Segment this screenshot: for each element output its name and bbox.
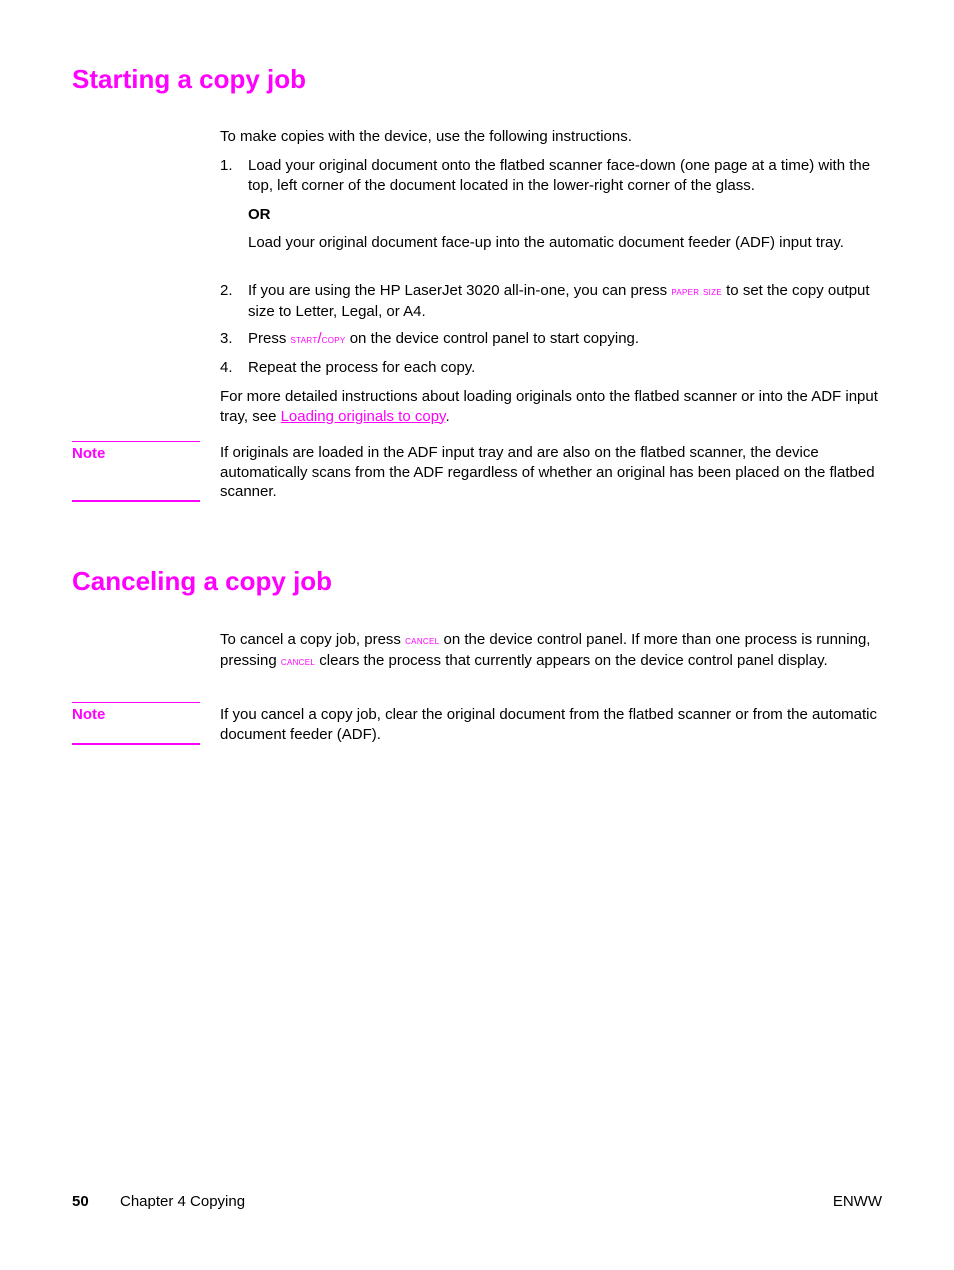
note-text-2: If you cancel a copy job, clear the original document from the flatbed scanner or from the automatic document feeder (ADF). <box>220 706 878 743</box>
cancel-key: cancel <box>280 653 316 668</box>
cancel-key: cancel <box>405 633 440 647</box>
intro-text: To make copies with the device, use the following instructions. <box>220 128 632 145</box>
section-title-canceling: Canceling a copy job <box>72 566 333 596</box>
step-text: Repeat the process for each copy. <box>248 359 476 376</box>
step-3 <box>220 329 884 350</box>
or-label: OR <box>248 206 271 223</box>
cancel-text-after: clears the process that currently appears on the device control panel display. <box>315 651 828 669</box>
page-number: 50 <box>72 1193 89 1210</box>
cancel-text-mid: on the device control panel. If more than one process is running, pressing <box>220 631 871 669</box>
footer-right: ENWW <box>832 1193 882 1210</box>
step-number: 1. <box>220 157 233 174</box>
copy-key: copy <box>321 332 346 346</box>
note-text-1: If originals are loaded in the ADF input tray and are also on the flatbed scanner, the device automatically scans from the ADF regardless of whether an original has been placed on the flatbed scanner. <box>220 444 875 500</box>
cancel-text-before: To cancel a copy job, press <box>220 631 406 648</box>
note-divider-2 <box>72 743 200 745</box>
note-divider-1 <box>72 500 200 502</box>
step-1 <box>220 156 884 195</box>
step-number: 2. <box>220 282 233 299</box>
note-label-1 <box>72 441 200 462</box>
note-label-2 <box>72 702 200 723</box>
step-4 <box>220 358 884 378</box>
note-label-text: Note <box>72 445 106 462</box>
section-title-starting: Starting a copy job <box>72 64 307 94</box>
step-number: 4. <box>220 359 233 376</box>
more-info-after: . <box>445 407 450 425</box>
step-text-after: on the device control panel to start copying. <box>345 330 640 347</box>
step-2 <box>220 281 884 321</box>
key-separator: / <box>317 330 322 347</box>
paper-size-key: paper size <box>671 284 722 298</box>
cancel-paragraph <box>220 630 884 671</box>
start-key: start <box>290 332 318 346</box>
step-text-before: Press <box>248 330 291 347</box>
step-text: Load your original document onto the flatbed scanner face-down (one page at a time) with the top, left corner of the document located in the lower-right corner of the glass. <box>248 157 871 194</box>
note-label-text: Note <box>72 706 106 723</box>
loading-originals-link[interactable]: Loading originals to copy <box>280 407 446 425</box>
footer-chapter: Chapter 4 Copying <box>120 1193 246 1210</box>
more-info-before: For more detailed instructions about loading originals onto the flatbed scanner or into the ADF input tray, see <box>220 388 878 425</box>
step-1-alt-text: Load your original document face-up into the automatic document feeder (ADF) input tray. <box>248 234 844 251</box>
more-info-text <box>220 387 884 426</box>
step-text-before: If you are using the HP LaserJet 3020 all-in-one, you can press <box>248 282 672 299</box>
step-text-after: to set the copy output size to Letter, Legal, or A4. <box>248 282 870 320</box>
step-number: 3. <box>220 330 233 347</box>
